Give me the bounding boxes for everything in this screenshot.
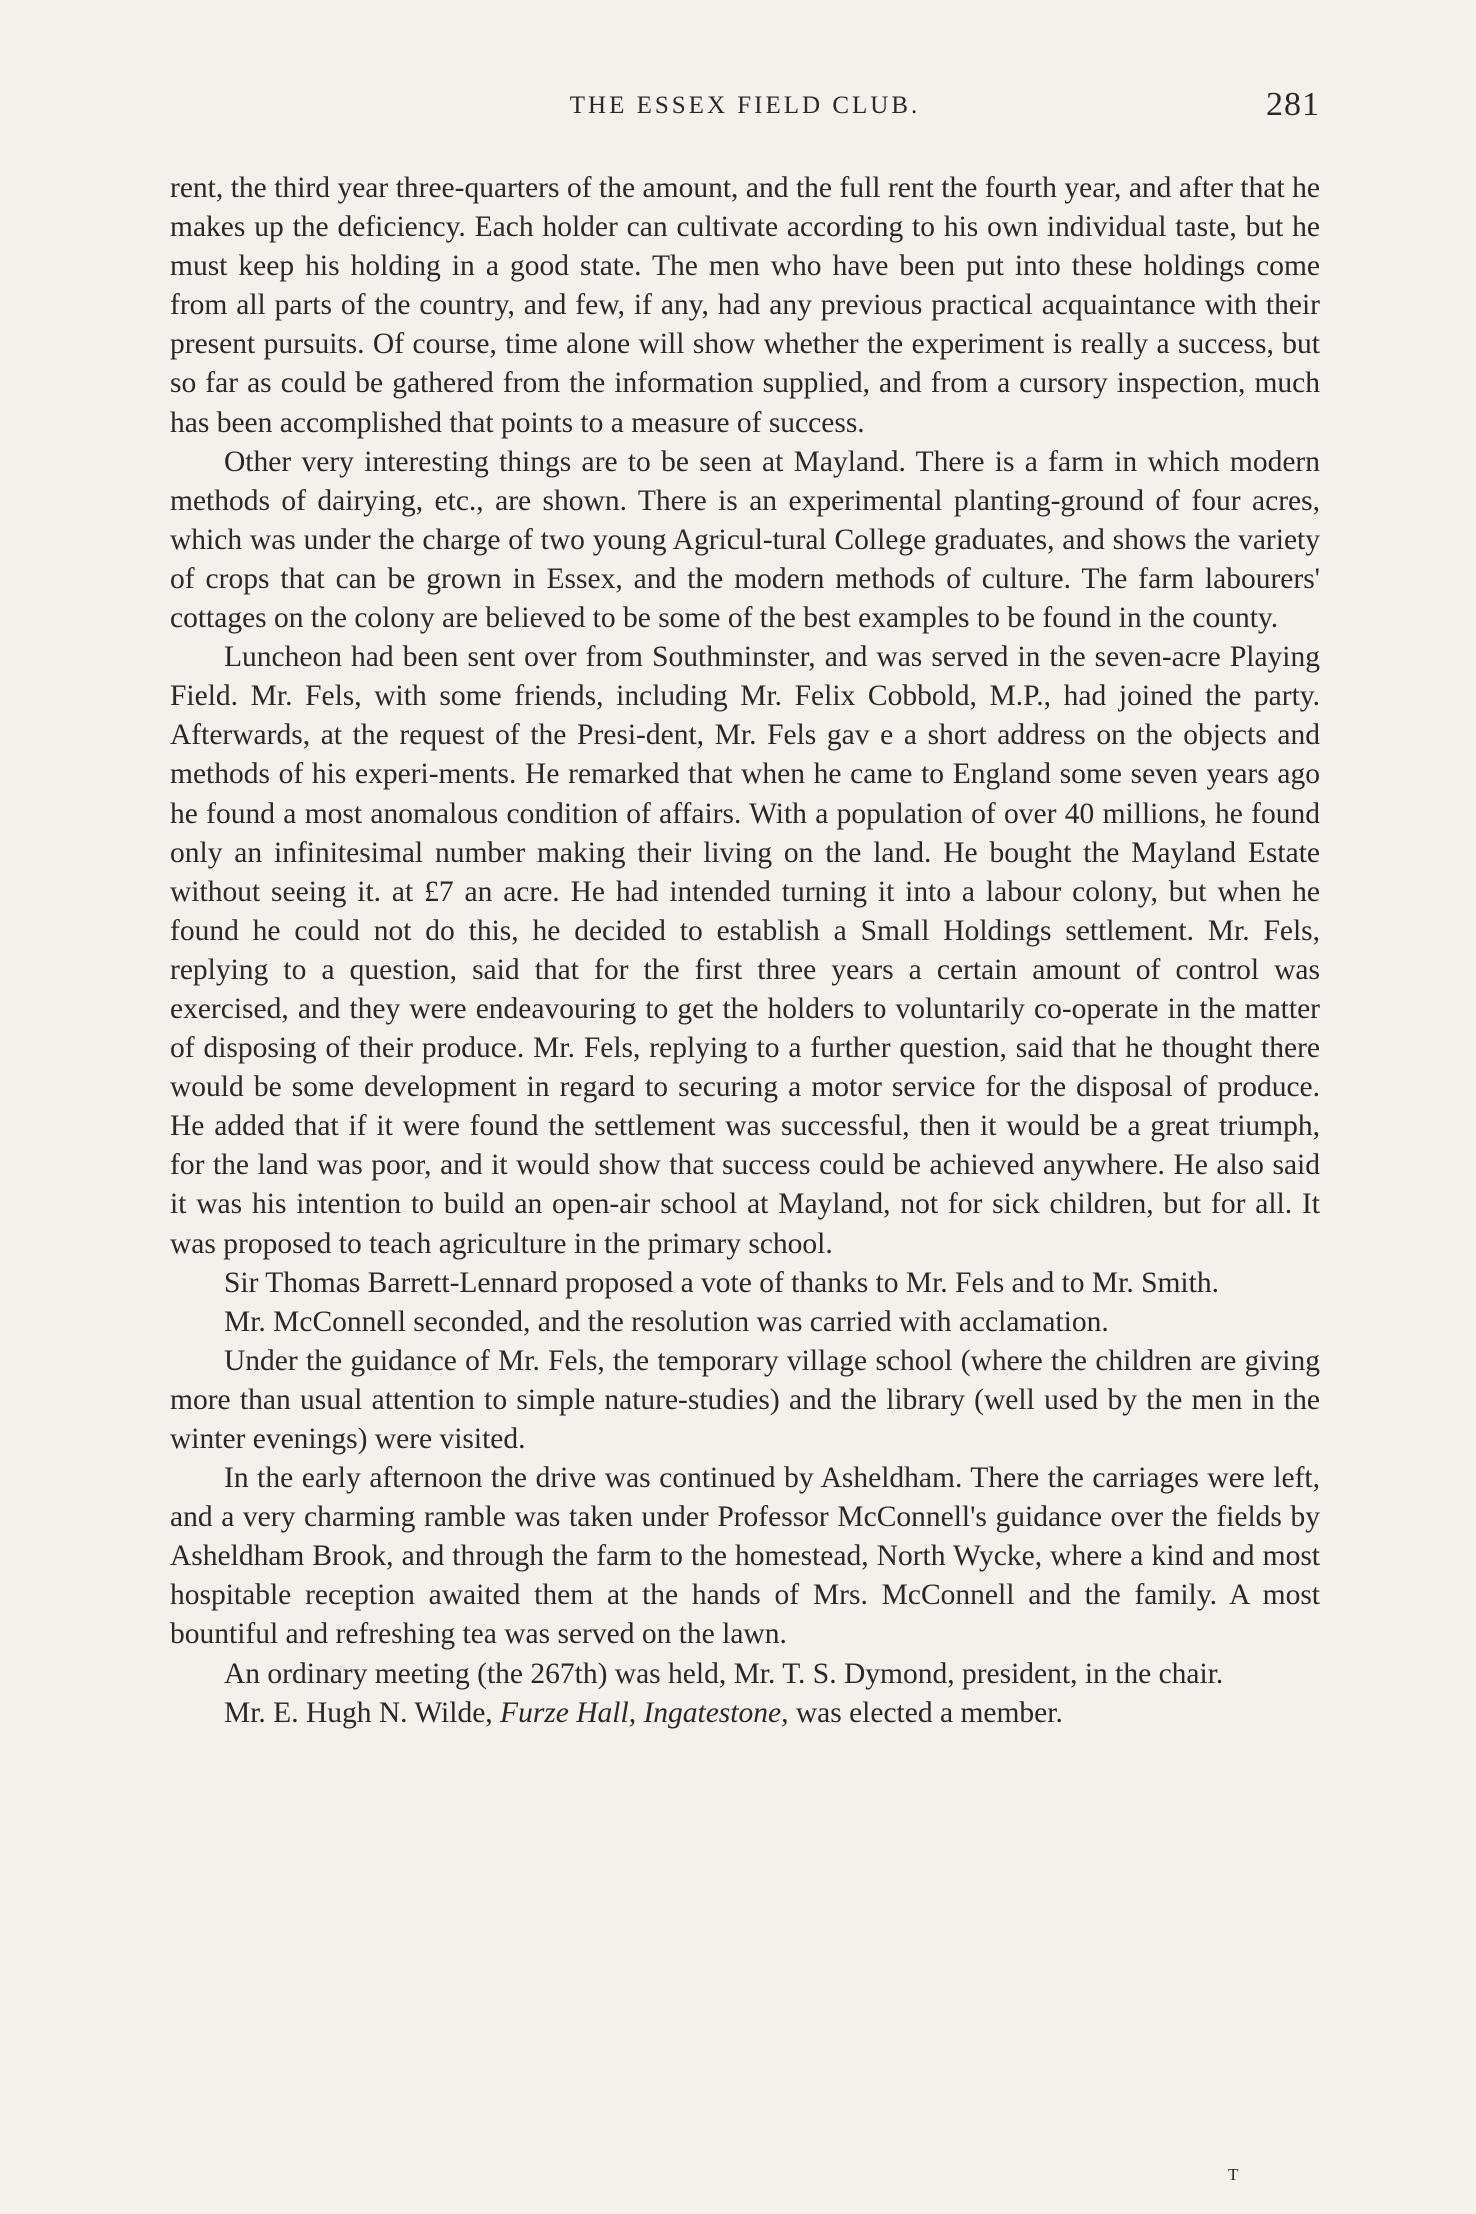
paragraph-continuation: rent, the third year three-quarters of the amount, and the full rent the fourth year, and after that he makes up the deficiency. Each holder can cultivate according to his own individual taste, but he must keep his holding in a good state. The men who have been put into these holdings come from all parts of the country, and few, if any, had any previous practical acquaintance with their present pursuits. Of course, time alone will show whether the experiment is really a success, but so far as could be gathered from the information supplied, and from a cursory inspection, much has been accomplished that points to a measure of success.: [170, 172, 1320, 439]
body-text: [170, 169, 1320, 1733]
paragraph-ordinary-meeting: An ordinary meeting (the 267th) was held, Mr. T. S. Dymond, president, in the chair.: [224, 1657, 1224, 1690]
paragraph-school-visit: Under the guidance of Mr. Fels, the temporary village school (where the children are giving more than usual attention to simple nature-studies) and the library (well used by the men in the winter evenings) were visited.: [170, 1344, 1320, 1455]
paragraph-mayland-features: Other very interesting things are to be seen at Mayland. There is a farm in which modern methods of dairying, etc., are shown. There is an experimental planting-ground of four acres, which was under the charge of two young Agricul-tural College graduates, and shows the variety of crops that can be grown in Essex, and the modern methods of culture. The farm labourers' cottages on the colony are believed to be some of the best examples to be found in the county.: [170, 445, 1320, 635]
paragraph-luncheon-address: Luncheon had been sent over from Southminster, and was served in the seven-acre Playing Field. Mr. Fels, with some friends, including Mr. Felix Cobbold, M.P., had joined the party. Afterwards, at the request of the Presi-dent, Mr. Fels gav e a short address on the objects and methods of his experi-ments. He remarked that when he came to England some seven years ago he found a most anomalous condition of affairs. With a population of over 40 millions, he found only an infinitesimal number making their living on the land. He bought the Mayland Estate without seeing it. at £7 an acre. He had intended turning it into a labour colony, but when he found he could not do this, he decided to establish a Small Holdings settlement. Mr. Fels, replying to a question, said that for the first three years a certain amount of control was exercised, and they were endeavouring to get the holders to voluntarily co-operate in the matter of disposing of their produce. Mr. Fels, replying to a further question, said that he thought there would be some development in regard to securing a motor service for the disposal of produce. He added that if it were found the settlement was successful, then it would be a great triumph, for the land was poor, and it would show that success could be achieved anywhere. He also said it was his intention to build an open-air school at Mayland, not for sick children, but for all. It was proposed to teach agriculture in the primary school.: [170, 641, 1320, 1260]
page-number: 281: [1266, 86, 1320, 123]
paragraph-vote-of-thanks: Sir Thomas Barrett-Lennard proposed a vote of thanks to Mr. Fels and to Mr. Smith.: [224, 1266, 1219, 1299]
member-address: Furze Hall, Ingatestone,: [500, 1696, 789, 1729]
page-header: [170, 86, 1320, 132]
member-elected: was elected a member.: [788, 1696, 1063, 1729]
paragraph-new-member: [170, 1694, 1320, 1733]
paragraph-afternoon-drive: In the early afternoon the drive was continued by Asheldham. There the carriages were left, and a very charming ramble was taken under Professor McConnell's guidance over the fields by Asheldham Brook, and through the farm to the homestead, North Wycke, where a kind and most hospitable reception awaited them at the hands of Mrs. McConnell and the family. A most bountiful and refreshing tea was served on the lawn.: [170, 1462, 1320, 1651]
running-title: THE ESSEX FIELD CLUB.: [569, 92, 921, 119]
paragraph-seconded: Mr. McConnell seconded, and the resolution was carried with acclamation.: [224, 1305, 1109, 1338]
signature-mark: T: [1228, 2165, 1239, 2184]
member-name: Mr. E. Hugh N. Wilde,: [224, 1696, 501, 1729]
